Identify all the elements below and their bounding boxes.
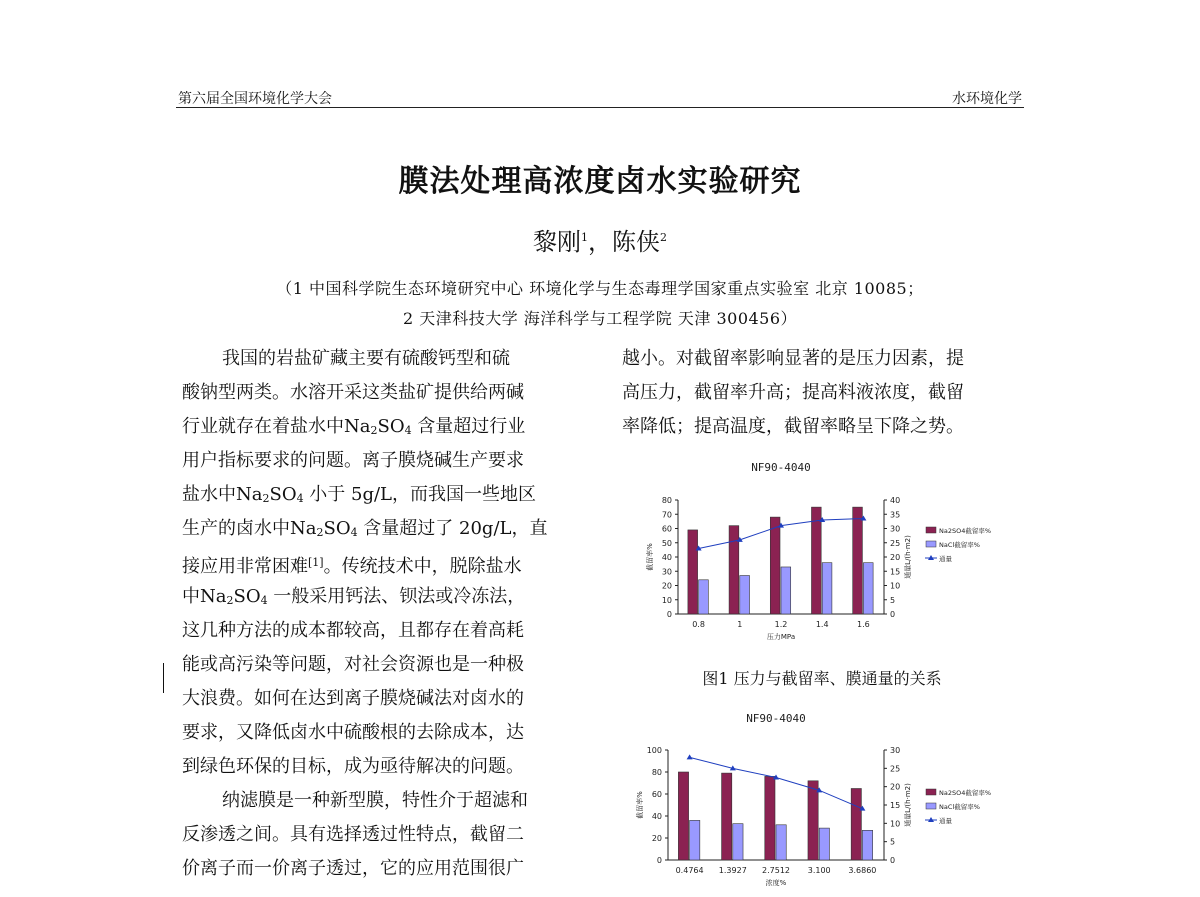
body-line: 盐水中$Na_2SO_4$ 小于 5g/L，而我国一些地区 [182, 484, 537, 505]
legend-label: 通量 [939, 817, 952, 825]
y-axis-label: 截留率% [646, 543, 654, 571]
bar-na2so4 [688, 530, 698, 614]
body-line: 要求，又降低卤水中硫酸根的去除成本，达 [182, 722, 524, 743]
body-line: 生产的卤水中$Na_2SO_4$ 含量超过了 20g/L，直 [182, 518, 548, 539]
author-line [0, 222, 1200, 257]
x-axis-label: 浓度% [765, 879, 787, 887]
author-affiliation-mark: 1 [581, 231, 588, 244]
body-line: 酸钠型两类。水溶开采这类盐矿提供给两碱 [182, 382, 524, 403]
x-tick-label: 1.6 [857, 620, 870, 629]
body-line: 高压力，截留率升高；提高料液浓度，截留 [622, 382, 964, 403]
bar-na2so4 [729, 526, 739, 614]
y-tick-label: 60 [651, 790, 662, 799]
y2-tick-label: 5 [890, 595, 896, 605]
legend-label: Na2SO4截留率% [939, 789, 992, 797]
chart-title: NF90-4040 [751, 461, 811, 474]
y2-axis-label: 通量L/(h·m2) [904, 783, 912, 827]
y2-tick-label: 20 [890, 553, 901, 562]
y-tick-label: 0 [656, 856, 662, 865]
bar-nacl [822, 563, 832, 614]
y2-tick-label: 30 [890, 746, 901, 755]
figure1-chart [634, 452, 1014, 657]
bar-nacl [819, 828, 829, 860]
bar-nacl [740, 576, 750, 614]
y2-tick-label: 15 [890, 567, 901, 577]
bar-nacl [690, 820, 700, 860]
y-tick-label: 40 [651, 812, 662, 821]
legend-label: 通量 [939, 555, 952, 563]
legend-swatch-na2so4 [926, 789, 936, 795]
bar-nacl [733, 824, 743, 860]
bar-na2so4 [770, 517, 780, 614]
y2-tick-label: 35 [890, 510, 901, 520]
x-tick-label: 0.8 [692, 620, 705, 629]
bar-na2so4 [765, 776, 775, 860]
flux-line [690, 757, 863, 808]
y2-tick-label: 0 [890, 856, 896, 865]
y-tick-label: 0 [666, 610, 672, 619]
body-line: 这几种方法的成本都较高，且都存在着高耗 [182, 620, 524, 641]
body-line: 大浪费。如何在达到离子膜烧碱法对卤水的 [182, 688, 524, 709]
y-tick-label: 20 [651, 834, 662, 843]
legend-label: Na2SO4截留率% [939, 527, 992, 535]
y2-tick-label: 30 [890, 524, 901, 534]
legend-label: NaCl截留率% [939, 541, 980, 549]
author-name: 陈侠 [612, 228, 660, 256]
y-tick-label: 60 [661, 524, 672, 534]
body-line: 接应用非常困难[1]。传统技术中，脱除盐水 [182, 556, 522, 577]
x-tick-label: 1 [737, 620, 743, 629]
body-line: 我国的岩盐矿藏主要有硫酸钙型和硫 [222, 348, 510, 369]
chart-title: NF90-4040 [746, 712, 806, 725]
x-tick-label: 1.3927 [718, 866, 747, 875]
affiliation-line: 2 天津科技大学 海洋科学与工程学院 天津 300456） [402, 309, 798, 328]
legend-swatch-na2so4 [926, 527, 936, 533]
y-tick-label: 20 [661, 581, 672, 591]
running-header-right: 水环境化学 [952, 91, 1022, 107]
body-line: 行业就存在着盐水中$Na_2SO_4$ 含量超过行业 [182, 416, 526, 437]
y2-tick-label: 5 [890, 837, 896, 847]
y2-tick-label: 20 [890, 782, 901, 792]
body-line: 纳滤膜是一种新型膜，特性介于超滤和 [222, 790, 528, 811]
y-tick-label: 10 [661, 595, 672, 605]
author-name: 黎刚 [533, 228, 581, 256]
y-axis-label: 截留率% [636, 791, 644, 819]
y2-tick-label: 15 [890, 801, 901, 810]
bar-na2so4 [853, 507, 863, 614]
bar-na2so4 [678, 772, 688, 860]
body-line: 中$Na_2SO_4$ 一般采用钙法、钡法或冷冻法， [182, 586, 526, 607]
x-tick-label: 3.100 [807, 866, 831, 875]
x-tick-label: 2.7512 [762, 866, 790, 875]
body-line: 用户指标要求的问题。离子膜烧碱生产要求 [182, 450, 524, 471]
bar-na2so4 [851, 789, 861, 861]
author-affiliation-mark: 2 [660, 231, 667, 244]
body-line: 反渗透之间。具有选择透过性特点，截留二 [182, 824, 524, 845]
figure2-chart [634, 708, 1014, 897]
y2-tick-label: 25 [890, 538, 901, 548]
body-line: 到绿色环保的目标，成为亟待解决的问题。 [182, 756, 524, 777]
x-axis-label: 压力MPa [766, 633, 796, 641]
legend-swatch-nacl [926, 803, 936, 809]
y-tick-label: 50 [661, 538, 672, 548]
bar-nacl [863, 563, 873, 614]
paper-title: 膜法处理高浓度卤水实验研究 [398, 164, 802, 199]
bar-nacl [699, 580, 709, 614]
y-tick-label: 40 [661, 553, 672, 562]
running-header-left: 第六届全国环境化学大会 [178, 91, 332, 107]
y2-tick-label: 10 [890, 819, 901, 829]
y2-tick-label: 40 [890, 496, 901, 505]
y2-tick-label: 10 [890, 581, 901, 591]
affiliation-line: （1 中国科学院生态环境研究中心 环境化学与生态毒理学国家重点实验室 北京 10085； [276, 279, 924, 298]
body-line: 能或高污染等问题，对社会资源也是一种极 [182, 654, 524, 675]
x-tick-label: 0.4764 [675, 866, 704, 875]
y2-tick-label: 0 [890, 610, 896, 619]
x-tick-label: 3.6860 [848, 866, 877, 875]
x-tick-label: 1.2 [774, 620, 788, 629]
y-tick-label: 70 [661, 510, 672, 520]
bar-nacl [862, 830, 872, 860]
x-tick-label: 1.4 [815, 620, 829, 629]
bar-na2so4 [808, 781, 818, 860]
y2-axis-label: 通量L/(h·m2) [904, 535, 912, 579]
y-tick-label: 100 [646, 746, 662, 755]
bar-na2so4 [811, 507, 821, 614]
margin-change-bar [163, 663, 164, 693]
y-tick-label: 80 [661, 496, 672, 505]
body-line: 率降低；提高温度，截留率略呈下降之势。 [622, 416, 964, 437]
legend-label: NaCl截留率% [939, 803, 980, 811]
y2-tick-label: 25 [890, 764, 901, 774]
author-separator: ， [588, 228, 612, 256]
bar-nacl [776, 825, 786, 860]
bar-nacl [781, 567, 791, 614]
bar-na2so4 [722, 773, 732, 860]
legend-swatch-nacl [926, 541, 936, 547]
y-tick-label: 80 [651, 768, 662, 777]
figure1-caption: 图1 压力与截留率、膜通量的关系 [702, 669, 942, 688]
body-line: 越小。对截留率影响显著的是压力因素，提 [622, 348, 964, 369]
header-rule [176, 107, 1024, 108]
body-line: 价离子而一价离子透过，它的应用范围很广 [182, 858, 524, 879]
y-tick-label: 30 [661, 567, 672, 577]
flux-point [687, 754, 693, 759]
